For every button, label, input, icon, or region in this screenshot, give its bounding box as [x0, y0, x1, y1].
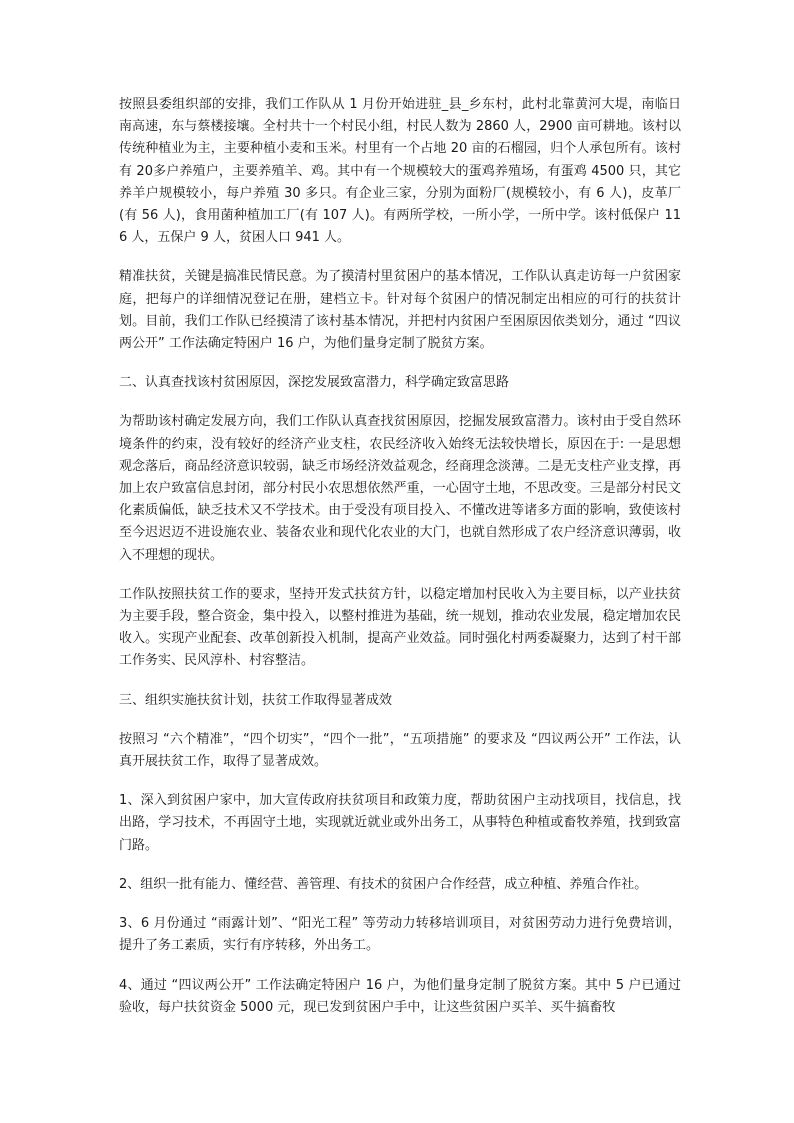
paragraph-requirements: 按照习 “六个精准”，“四个切实”，“四个一批”，“五项措施” 的要求及 “四议两公开” 工作法，认真开展扶贫工作，取得了显著成效。 [119, 731, 681, 770]
paragraph-village-overview: 按照县委组织部的安排，我们工作队从 1 月份开始进驻_县_乡东村，此村北靠黄河大堤，南临日南高速，东与蔡楼接壤。全村共十一个村民小组，村民人数为 2860 人，2900 亩可耕地。该村以传统种植业为主，主要种植小麦和玉米。村里有一个占地 20 亩的石榴园，归个人承包所有。该村有 20多户养殖户，主要养殖羊、鸡。其中有一个规模较大的蛋鸡养殖场，有蛋鸡 4500 只，其它养羊户规模较小，每户养殖 30 多只。有企业三家，分别为面粉厂(规模较小，有 6 人)，皮革厂(有 56 人)，食用菌种植加工厂(有 107 人)。有两所学校，一所小学，一所中学。该村低保户 116 人，五保户 9 人，贫困人口 941 人。 [119, 97, 681, 246]
paragraph-item-3: 3、6 月份通过 “雨露计划”、“阳光工程” 等劳动力转移培训项目，对贫困劳动力进行免费培训，提升了务工素质，实行有序转移，外出务工。 [119, 916, 681, 954]
section-heading-two: 二、认真查找该村贫困原因，深挖发展致富潜力，科学确定致富思路 [119, 375, 510, 391]
section-heading-three: 三、组织实施扶贫计划，扶贫工作取得显著成效 [119, 692, 393, 708]
document-page [119, 94, 681, 1036]
paragraph-item-4: 4、通过 “四议两公开” 工作法确定特困户 16 户，为他们量身定制了脱贫方案。其中 5 户已通过验收，每户扶贫资金 5000 元，现已发到贫困户手中，让这些贫困户买羊、买牛搞畜牧 [119, 977, 681, 1015]
paragraph-item-1: 1、深入到贫困户家中，加大宣传政府扶贫项目和政策力度，帮助贫困户主动找项目，找信息，找出路，学习技术，不再固守土地，实现就近就业或外出务工，从事特色种植或畜牧养殖，找到致富门路。 [119, 793, 681, 853]
paragraph-precision-poverty: 精准扶贫，关键是搞准民情民意。为了摸清村里贫困户的基本情况，工作队认真走访每一户贫困家庭，把每户的详细情况登记在册，建档立卡。针对每个贫困户的情况制定出相应的可行的扶贫计划。目前，我们工作队已经摸清了该村基本情况，并把村内贫困户至困原因依类划分，通过 “四议两公开” 工作法确定特困户 16 户，为他们量身定制了脱贫方案。 [119, 269, 681, 352]
paragraph-work-plan: 工作队按照扶贫工作的要求，坚持开发式扶贫方针，以稳定增加村民收入为主要目标，以产业扶贫为主要手段，整合资金，集中投入，以整村推进为基础，统一规划，推动农业发展，稳定增加农民收入。实现产业配套、改革创新投入机制，提高产业效益。同时强化村两委凝聚力，达到了村干部工作务实、民风淳朴、村容整洁。 [119, 586, 681, 669]
paragraph-poverty-causes: 为帮助该村确定发展方向，我们工作队认真查找贫困原因，挖掘发展致富潜力。该村由于受自然环境条件的约束，没有较好的经济产业支柱，农民经济收入始终无法较快增长，原因在于: 一是思想观念落后，商品经济意识较弱，缺乏市场经济效益观念，经商理念淡薄。二是无支柱产业支撑，再加上农户致富信息封闭，部分村民小农思想依然严重，一心固守土地，不思改变。三是部分村民文化素质偏低，缺乏技术又不学技术。由于受没有项目投入、不懂改进等诸多方面的影响，致使该村至今迟迟迈不进设施农业、装备农业和现代化农业的大门，也就自然形成了农户经济意识薄弱，收入不理想的现状。 [119, 414, 681, 563]
paragraph-item-2: 2、组织一批有能力、懂经营、善管理、有技术的贫困户合作经营，成立种植、养殖合作社。 [119, 876, 648, 892]
